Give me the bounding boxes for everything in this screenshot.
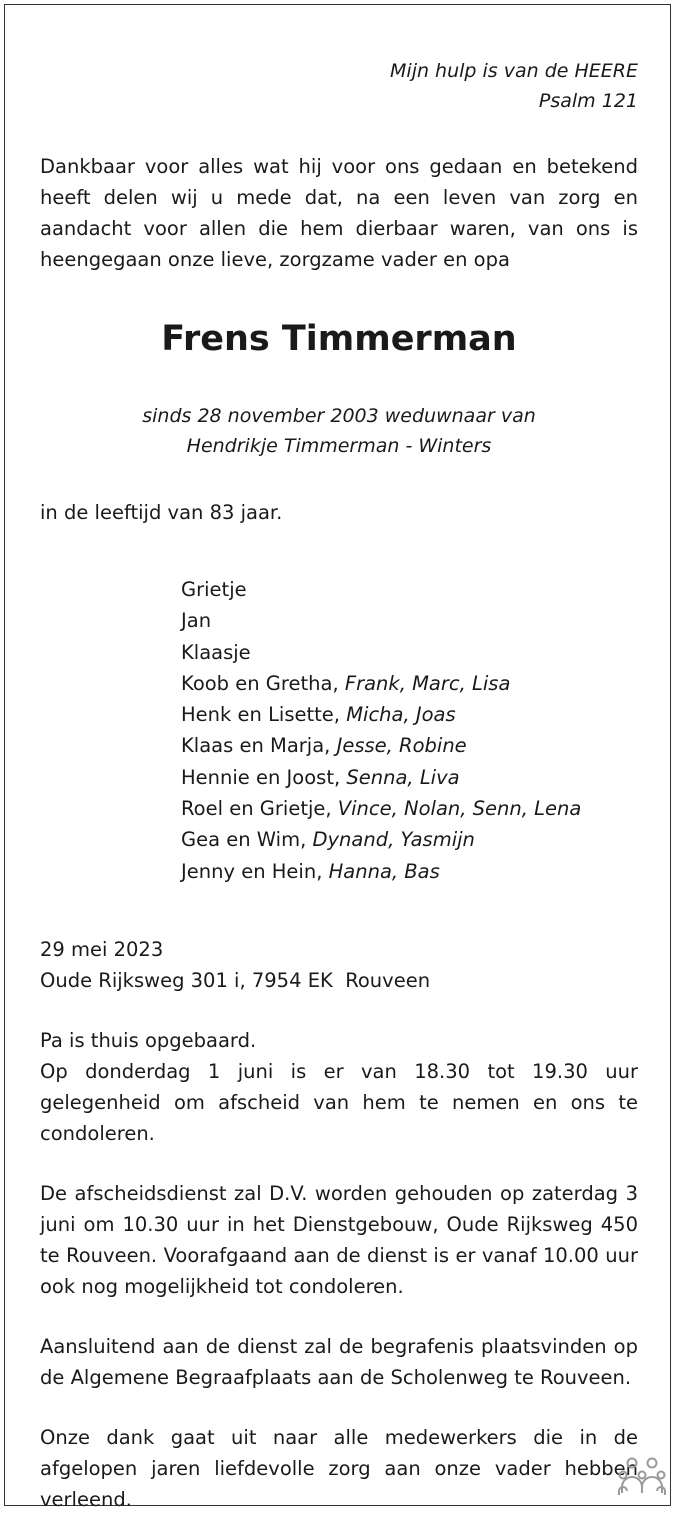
family-member — [181, 730, 638, 761]
motto-reference: Psalm 121 — [538, 90, 638, 112]
family-member — [181, 824, 638, 855]
grandchildren-names: Hanna, Bas — [328, 859, 440, 883]
burial-paragraph: Aansluitend aan de dienst zal de begrafenis plaatsvinden op de Algemene Begraafplaats aan de Scholenweg te Rouveen. — [40, 1334, 638, 1389]
family-member — [181, 605, 638, 636]
family-member — [181, 699, 638, 730]
family-names: Grietje — [181, 578, 247, 601]
grandchildren-names: Jesse, Robine — [336, 734, 467, 758]
grandchildren-names: Senna, Liva — [346, 765, 460, 789]
family-names: Klaas en Marja, — [181, 734, 331, 758]
death-notice — [40, 56, 638, 1515]
family-member — [181, 637, 638, 668]
widower-statement — [40, 401, 638, 461]
grandchildren-names: Vince, Nolan, Senn, Lena — [337, 797, 582, 821]
grandchildren-names: Dynand, Yasmijn — [312, 828, 475, 852]
date-address-block — [40, 934, 638, 996]
address-text: Oude Rijksweg 301 i, 7954 EK Rouveen — [40, 968, 431, 992]
family-names: Hennie en Joost, — [181, 765, 341, 789]
family-names: Jan — [181, 609, 212, 633]
deceased-name: Frens Timmerman — [161, 319, 517, 359]
motto-text: Mijn hulp is van de HEERE — [390, 60, 638, 82]
family-names: Jenny en Hein, — [181, 859, 323, 883]
family-member — [181, 856, 638, 887]
family-names: Roel en Grietje, — [181, 797, 332, 821]
viewing-line: Pa is thuis opgebaard. — [40, 1028, 257, 1052]
family-member — [181, 574, 638, 605]
thanks-paragraph: Onze dank gaat uit naar alle medewerkers die in de afgelopen jaren liefdevolle zorg aan onze vader hebben verleend. — [40, 1425, 638, 1511]
family-names: Koob en Gretha, — [181, 671, 339, 695]
intro-paragraph: Dankbaar voor alles wat hij voor ons gedaan en betekend heeft delen wij u mede dat, na een leven van zorg en aandacht voor allen die hem dierbaar waren, van ons is heengegaan onze lieve, zorgzame vader en opa — [40, 155, 638, 271]
grandchildren-names: Frank, Marc, Lisa — [344, 671, 511, 695]
viewing-paragraph — [40, 1025, 638, 1149]
widower-line: sinds 28 november 2003 weduwnaar van — [142, 405, 536, 427]
condolence-text: Op donderdag 1 juni is er van 18.30 tot 19.30 uur gelegenheid om afscheid van hem te nemen en ons te condoleren. — [40, 1059, 638, 1145]
family-member — [181, 762, 638, 793]
date-text: 29 mei 2023 — [40, 937, 164, 961]
service-paragraph: De afscheidsdienst zal D.V. worden gehouden op zaterdag 3 juni om 10.30 uur in het Dienstgebouw, Oude Rijksweg 450 te Rouveen. Voorafgaand aan de dienst is er vanaf 10.00 uur ook nog mogelijkheid tot condoleren. — [40, 1181, 638, 1298]
family-names: Klaasje — [181, 640, 251, 664]
grandchildren-names: Micha, Joas — [346, 703, 456, 727]
people-group-icon — [618, 1455, 666, 1499]
family-member — [181, 793, 638, 824]
family-list — [181, 574, 638, 887]
age-statement: in de leeftijd van 83 jaar. — [40, 501, 283, 524]
family-names: Gea en Wim, — [181, 828, 307, 852]
spouse-name: Hendrikje Timmerman - Winters — [186, 435, 492, 457]
family-names: Henk en Lisette, — [181, 703, 340, 727]
family-member — [181, 668, 638, 699]
